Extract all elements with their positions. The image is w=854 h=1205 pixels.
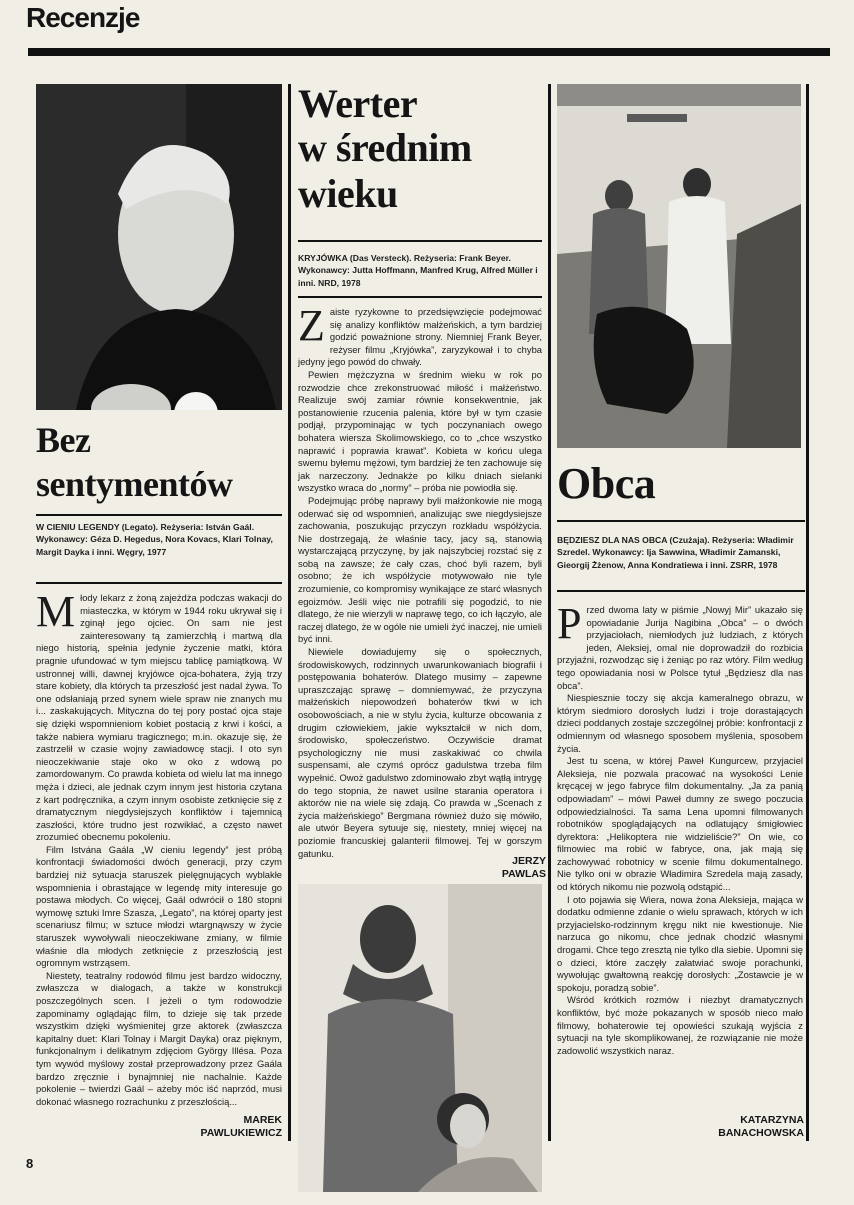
paragraph: aiste ryzykowne to przedsięwzięcie podejmować się analizy konfliktów małżeńskich, a tym bardziej godzić poważnione strony. Niemniej Frank Beyer, reżyser filmu „Kryjówka”, zaryzykował i to chyba jedyny jego powód do chwały. [298,306,542,368]
dropcap-left: M [36,587,76,636]
author-right-last: BANACHOWSKA [718,1127,804,1139]
paragraph: Niespiesznie toczy się akcja kameralnego obrazu, w którym siedmioro dorosłych ludzi i troje dorastających dzieci poddanych zostaje szczególnej próbie: konfrontacji z odmiennym od własnego sposobem myślenia, sposobem życia. [557,692,803,754]
rule-left-bottom [36,582,282,584]
paragraph: Wśród krótkich rozmów i niezbyt dramatycznych konfliktów, być może pokazanych w sposób nieco mało filmowy, bohaterowie tej opowieści szukają wyjścia z sytuacji na tyle skomplikowanej, że rozwiązanie nie może zadowolić wszystkich naraz. [557,994,803,1056]
headline-middle-3: wieku [298,171,398,216]
rule-right-bottom [557,590,805,592]
author-left-first: MAREK [243,1114,282,1126]
article-left-body [36,587,282,1108]
author-right-first: KATARZYNA [740,1114,804,1126]
credits-right: BĘDZIESZ DLA NAS OBCA (Czużaja). Reżyseria: Władimir Szredel. Wykonawcy: Ija Sawwina, Władimir Zamanski, Gieorgij Żżenow, Anna Kondratiewa i inni. ZSRR, 1978 [557,535,794,570]
author-middle [400,855,546,881]
credits-left: W CIENIU LEGENDY (Legato). Reżyseria: István Gaál. Wykonawcy: Géza D. Hegedus, Nora Kovacs, Klari Tolnay, Margit Dayka i inni. Węgry, 1977 [36,522,273,557]
headline-middle-1: Werter [298,81,418,126]
author-left [110,1114,282,1140]
dropcap-middle: Z [298,301,325,350]
headline-middle-2: w średnim [298,125,472,170]
paragraph: rzed dwoma laty w piśmie „Nowyj Mir” ukazało się opowiadanie Jurija Nagibina „Obca” – o dwóch przyjaciołach, niemłodych już ludziach, z których jeden, Aleksiej, omal nie doprowadził do rozbicia przyjaźni, rozwodząc się i żeniąc po raz wtóry. Film według tego opowiadania nosi w Polsce tytuł „Będziesz dla nas obca”. [557,604,803,691]
rule-middle-top [298,240,542,242]
author-left-last: PAWLUKIEWICZ [200,1127,282,1139]
dropcap-right: P [557,599,582,648]
rule-middle-bottom [298,296,542,298]
headline-left-1: Bez [36,420,91,460]
portrait-photo [36,84,282,410]
page-number: 8 [26,1156,34,1171]
paragraph: Podejmując próbę naprawy byli małżonkowie nie mogą oderwać się od wspomnień, analizując swe niegdysiejsze zachowania, poszukując przyczyn rozkładu współżycia. Nie dostrzegają, że właśnie tacy, jacy są, stanowią wystarczającą przyczynę, by jak najszybciej rozstać się z sobą na zawsze; że cały czas, choć byli razem, byli osobno; że ich współżycie motywowało nie tyle zrozumienie, co kompromisy wynikające ze starć własnych egoizmów. Jeśli więc nie potrafili się pogodzić, to nie dlatego, że nie wierzyli w naprawę tego, co ich łączyło, ale raczej dlatego, że w ogóle nie umieli żyć inaczej, nie umieli być inni. [298,494,542,645]
article-middle-body [298,301,542,860]
still-photo-couple [298,884,542,1192]
column-rule-right [548,84,551,1141]
paragraph: Jest tu scena, w której Paweł Kungurcew, przyjaciel Aleksieja, nie pozwala pracować na wysokości Lenie kręcącej w jego fabryce film dokumentalny. „Ja za panią odpowiadam” – mówi Paweł dumny ze swego poczucia odpowiedzialności. Ta sama Lena upomni filmowanych robotników spoglądających na odlatujący śmigłowiec dyrektora: „Helikoptera nie widzieliście?” On wie, co filmowiec ma robić w fabryce, ona, jak mają się zachowywać robotnicy w scenie filmu dokumentalnego. Nie tylko oni w obrazie Władimira Szredela mają zasady, od których nikomu nie pozwolą odstąpić... [557,755,803,893]
paragraph: Pewien mężczyzna w średnim wieku w rok po rozwodzie chce zrekonstruować miłość i małżeństwo. Realizuje swój zamiar równie konsekwentnie, jak postanowienie rzucenia palenia, które był w tym czasie podjął, przypominając w tych poczynaniach owego bohatera wiersza Skolimowskiego, co to „chce wszystko naprawić i poprawia krawat”. Kobieta w końcu ulega swemu byłemu mężowi, tym bardziej że ten zachowuje się jak narzeczony. Jednakże po kilku dniach sielanki wszystko wraca do „normy” – próba nie powiodła się. [298,368,542,494]
section-title: Recenzje [26,2,140,33]
still-photo-lakeside [557,84,801,448]
credits-middle: KRYJÓWKA (Das Versteck). Reżyseria: Frank Beyer. Wykonawcy: Jutta Hoffmann, Manfred Krug, Alfred Müller i inni. NRD, 1978 [298,253,538,288]
author-middle-last: PAWLAS [501,868,546,880]
paragraph: Niewiele dowiadujemy się o społecznych, środowiskowych, rodzinnych uwarunkowaniach biografii i postępowania bohaterów. Dlatego musimy – zapewne upraszczając sprawę – domniemywać, że przyczyna małżeńskich niepowodzeń bohaterów tkwi w ich osobowościach, a nie w stylu życia, kulturze obcowania z drugim człowiekiem, jakie wykształcił w nich dom, środowisko, społeczeństwo. Oczywiście dramat psychologiczny nie musi zaskakiwać co chwila suspensami, ale czymś oprócz gadulstwa trzeba film wypełnić. Owoż gadulstwo zdominowało zbyt wątłą intrygę do tego stopnia, że nawet usilne starania operatora i aktorów nie na wiele się zdają. Co prawda w „Scenach z życia małżeńskiego” Bergmana również dużo się mówiło, ale utwór Beyera sytuuje się, niestety, mniej więcej na poziomie francuskiej galanterii filmowej. Tej w gorszym gatunku. [298,646,542,859]
paragraph: I oto pojawia się Wiera, nowa żona Aleksieja, mająca w dodatku odmienne zdanie o wielu sprawach, których w ich przyjacielsko-rodzinnym kręgu nikt nie kwestionuje. Nie narzuca go nikomu, chce jednak chodzić własnymi drogami. Chce tego zresztą nie tylko dla siebie. Upomni się o dzieci, które zaczęły załatwiać swoje porachunki, wywołując gwałtowną reakcję dorosłych: „Zostawcie je w spokoju, poradzą sobie”. [557,893,803,993]
author-right [640,1114,804,1140]
paragraph: Niestety, teatralny rodowód filmu jest bardzo widoczny, zwłaszcza w dialogach, a także w konstrukcji poszczególnych scen. I jeżeli o tym rodowodzie zapominamy oglądając film, to dzieje się tak przede wszystkim dzięki wyśmienitej grze aktorek (zwłaszcza kapitalny duet: Klari Tolnay i Margit Dayka) oraz pięknym, funkcjonalnym i delikatnym zdjęciom György Illésa. Poza tym wywód myślowy został przeprowadzony przez Gaála bardzo zręcznie i bynajmniej nie nachalnie. Każde pokolenie – twierdzi Gaál – ażeby móc iść naprzód, musi dokonać własnego rozrachunku z przeszłością... [36,969,282,1107]
rule-right-top [557,520,805,522]
header-rule [28,48,830,56]
column-rule-edge [806,84,809,1141]
headline-left-2: sentymentów [36,464,233,504]
rule-left-top [36,514,282,516]
paragraph: Film Istvána Gaála „W cieniu legendy” jest próbą konfrontacji świadomości dwóch generacji, przy czym bardziej niż sytuacja staruszek pielęgnujących wyblakłe wspomnienia i obrastające w legendę mity interesuje go postawa młodych. Co więcej, Gaál odwrócił o 180 stopni wymowę sztuki Imre Szasza, „Legato”, na której oparty jest scenariusz filmu; w sztuce młodzi wtargnąwszy w życie staruszek wywoływali nieoczekiwane zmiany, w filmie właśnie dla młodych zetknięcie z przeszłością jest ogromnym wstrząsem. [36,843,282,969]
author-middle-first: JERZY [512,855,546,867]
paragraph: łody lekarz z żoną zajeżdża podczas wakacji do miasteczka, w którym w 1944 roku ukrywał się i zginął jego ojciec. On sam nie jest zainteresowany tą zamierzchłą i martwą dla niego historią, spełnia jedynie życzenie matki, która pragnie ufundować w tym miejscu tablicę pamiątkową. W ustronnej willi, dawnej kryjówce ojca-bohatera, żyją trzy stare kobiety, dla których ta przeszłość jest nadal żywa. To one odsłaniają przed synem wiele spraw nie znanych mu i... zaskakujących. Mityczna do tej pory postać ojca staje się dzięki wspomnieniom kobiet postacią z krwi i kości, a także nabiera wymiaru tragicznego; m.in. okazuje się, że zastrzelił w czasie wojny zawiadowcę stacji. I oto syn nieoczekiwanie staje oko w oko z wdową po zamordowanym. Co prawda kobieta od wielu lat ma innego męża i dzieci, ale jednak czym innym jest historia czytana z kart podręcznika, a czym innym osobiste zetknięcie się z dramatycznym niegdysiejszych konfliktów i tajemnicą zaszłości, które trudno jest rozwikłać, a często nawet zrozumieć obecnemu pokoleniu. [36,592,282,843]
article-right-body [557,599,803,1057]
column-rule-left [288,84,291,1141]
headline-right: Obca [557,459,656,508]
